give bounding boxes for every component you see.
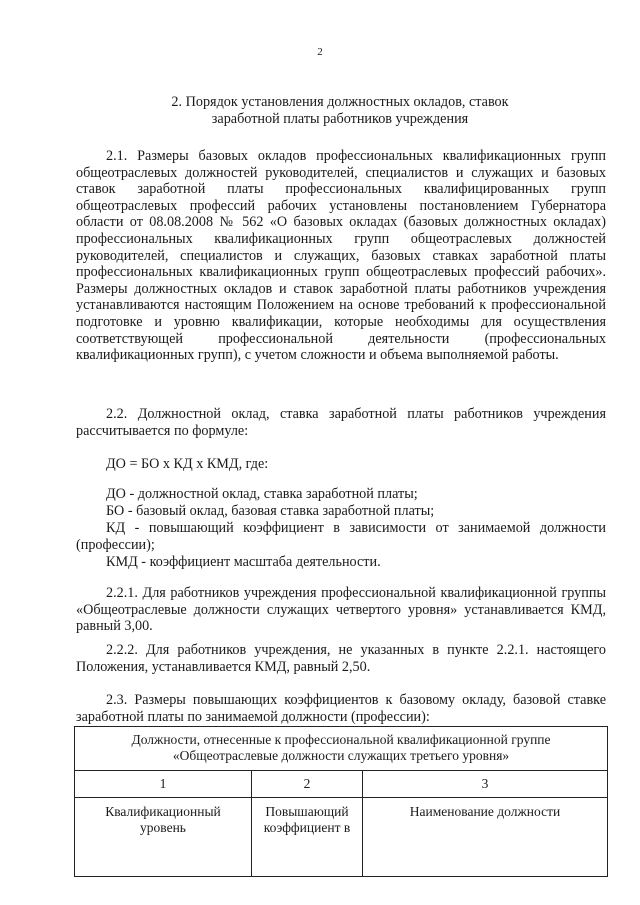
formula: ДО = БО х КД х КМД, где: bbox=[106, 456, 269, 472]
paragraph-2-1-text: 2.1. Размеры базовых окладов профессиональных квалификационных групп общеотраслевых должностей руководителей, специалистов и служащих и базовых ставок заработной платы профессиональных квалифицированных групп общеотраслевых профессий рабочих установлены постановлением Губернатора области от 08.08.2008 № 562 «О базовых окладах (базовых должностных окладах) профессиональных квалификационных групп общеотраслевых должностей руководителей, специалистов и служащих, базовых ставках заработной платы профессиональных квалификационных групп общеотраслевых профессий рабочих». Размеры должностных окладов и ставок заработной платы работников учреждения устанавливаются настоящим Положением на основе требований к профессиональной подготовке и уровню квалификации, которые необходимы для осуществления соответствующей профессиональной деятельности (профессиональных квалификационных групп), с учетом сложности и объема выполняемой работы. bbox=[76, 148, 606, 364]
paragraph-2-2-1-text: 2.2.1. Для работников учреждения профессиональной квалификационной группы «Общеотраслевые должности служащих четвертого уровня» устанавливается КМД, равный 3,00. bbox=[76, 585, 606, 635]
paragraph-2-2-2 bbox=[76, 642, 606, 675]
paragraph-2-3 bbox=[76, 692, 606, 725]
column-number-3: 3 bbox=[363, 771, 608, 798]
section-title-line-2: заработной платы работников учреждения bbox=[211, 111, 469, 127]
page-number: 2 bbox=[317, 46, 323, 58]
page-bottom-edge bbox=[74, 888, 608, 905]
paragraph-2-3-text: 2.3. Размеры повышающих коэффициентов к базовому окладу, базовой ставке заработной платы по занимаемой должности (профессии): bbox=[76, 692, 606, 725]
section-title-line-1: 2. Порядок установления должностных окладов, ставок bbox=[171, 94, 509, 110]
column-header-level: Квалификационный уровень bbox=[75, 798, 252, 877]
paragraph-2-1 bbox=[76, 148, 606, 364]
table-column-number-row bbox=[75, 771, 608, 798]
table-column-header-row bbox=[75, 798, 608, 877]
table-group-header-line-2: «Общеотраслевые должности служащих третьего уровня» bbox=[172, 748, 510, 763]
column-header-coefficient: Повышающий коэффициент в bbox=[252, 798, 363, 877]
paragraph-2-2-text: 2.2. Должностной оклад, ставка заработной платы работников учреждения рассчитывается по формуле: bbox=[76, 406, 606, 439]
table-group-header-line-1: Должности, отнесенные к профессиональной квалификационной группе bbox=[131, 732, 551, 747]
definition-kd-text: КД - повышающий коэффициент в зависимости от занимаемой должности (профессии); bbox=[76, 520, 606, 553]
definition-bo: БО - базовый оклад, базовая ставка заработной платы; bbox=[106, 503, 435, 519]
section-title bbox=[70, 94, 610, 128]
column-number-1: 1 bbox=[75, 771, 252, 798]
paragraph-2-2-2-text: 2.2.2. Для работников учреждения, не указанных в пункте 2.2.1. настоящего Положения, устанавливается КМД, равный 2,50. bbox=[76, 642, 606, 675]
table-group-header bbox=[75, 727, 608, 771]
paragraph-2-2-1 bbox=[76, 585, 606, 635]
column-number-2: 2 bbox=[252, 771, 363, 798]
definition-kd bbox=[76, 520, 606, 553]
paragraph-2-2 bbox=[76, 406, 606, 439]
table-group-header-row bbox=[75, 727, 608, 771]
definition-kmd: КМД - коэффициент масштаба деятельности. bbox=[106, 554, 381, 570]
coefficient-table bbox=[74, 726, 608, 877]
column-header-position: Наименование должности bbox=[363, 798, 608, 877]
definition-do: ДО - должностной оклад, ставка заработной платы; bbox=[106, 486, 418, 502]
